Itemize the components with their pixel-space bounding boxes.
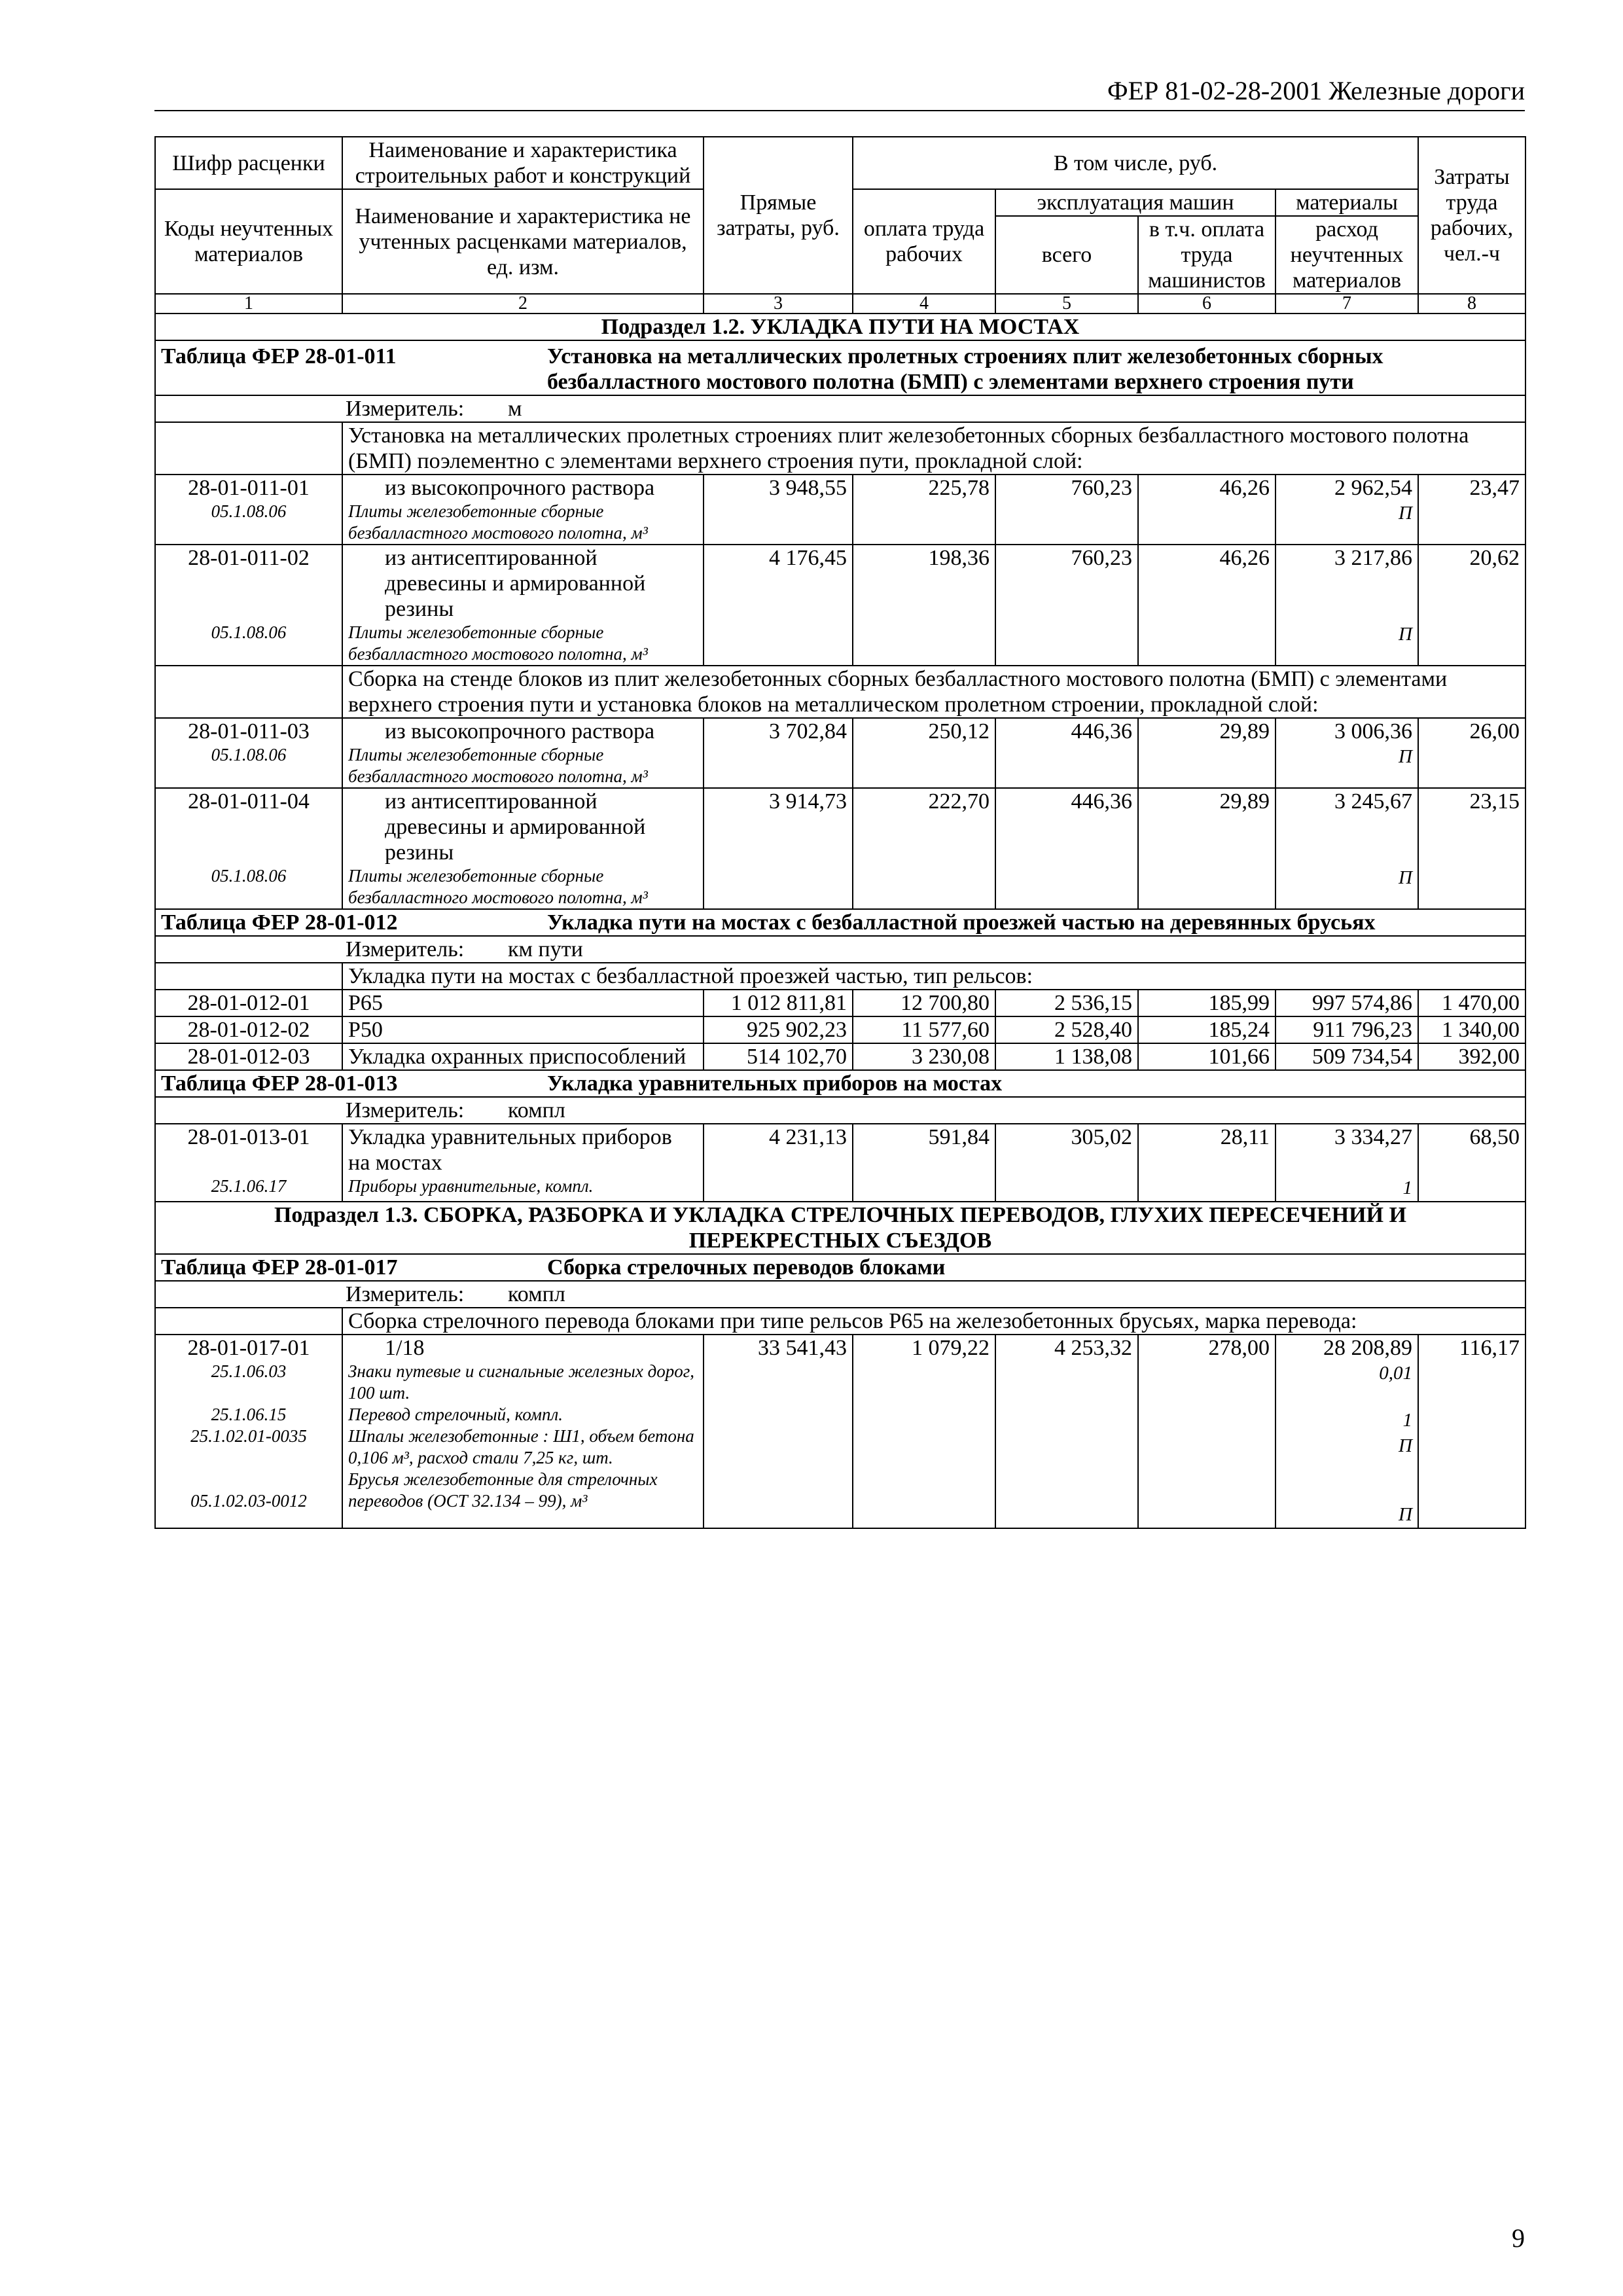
material-amount: П <box>1399 1504 1412 1525</box>
col2-top-header: Наименование и характеристика строительных работ и конструкций <box>342 137 704 189</box>
rate-code: 28-01-011-01 <box>188 476 310 500</box>
table-row <box>155 788 1525 909</box>
work-name: из высокопрочного раствора <box>385 719 655 744</box>
material-code: 05.1.08.06 <box>211 622 287 642</box>
document-title: ФЕР 81-02-28-2001 Железные дороги <box>1107 76 1525 105</box>
measure-row <box>155 1097 1525 1124</box>
subsection-row <box>155 1202 1525 1254</box>
table-row <box>155 545 1525 666</box>
description-row <box>155 666 1525 718</box>
machine-cost: 760,23 <box>995 545 1138 666</box>
col-num: 2 <box>342 294 704 314</box>
material-code: 25.1.06.15 <box>211 1405 287 1424</box>
table-row <box>155 990 1525 1016</box>
col8-header: Затраты труда рабочих, чел.-ч <box>1418 137 1525 294</box>
materials-cost: 3 334,27 <box>1334 1125 1412 1149</box>
table-heading-row <box>155 340 1525 395</box>
rate-code: 28-01-013-01 <box>187 1125 310 1149</box>
materials-cost: 911 796,23 <box>1275 1016 1418 1043</box>
col-num: 3 <box>704 294 853 314</box>
material-amount: П <box>1399 746 1412 767</box>
measure-value: м <box>508 397 522 421</box>
header-row-1 <box>155 137 1525 189</box>
description-row <box>155 963 1525 990</box>
col-num: 6 <box>1138 294 1275 314</box>
labor-hours: 68,50 <box>1418 1124 1525 1202</box>
group-description: Сборка стрелочного перевода блоками при типе рельсов Р65 на железобетонных брусьях, марка перевода: <box>342 1308 1525 1335</box>
material-amount: П <box>1399 1435 1412 1456</box>
labor-hours: 1 470,00 <box>1418 990 1525 1016</box>
work-name: из высокопрочного раствора <box>385 476 655 500</box>
table-heading-row <box>155 1254 1525 1281</box>
measure-value: компл <box>508 1098 565 1122</box>
table-name: Таблица ФЕР 28-01-017 <box>161 1255 398 1280</box>
machine-cost: 446,36 <box>995 718 1138 788</box>
material-name: Приборы уравнительные, компл. <box>348 1176 594 1196</box>
material-name: Брусья железобетонные для стрелочных переводов (ОСТ 32.134 – 99), м³ <box>348 1469 658 1511</box>
material-code: 05.1.02.03-0012 <box>190 1491 307 1511</box>
labor-hours: 23,15 <box>1418 788 1525 909</box>
operator-cost: 101,66 <box>1138 1043 1275 1070</box>
table-name: Таблица ФЕР 28-01-012 <box>161 910 398 935</box>
table-row <box>155 1335 1525 1528</box>
col2-bottom-header: Наименование и характеристика не учтенных расценками материалов, ед. изм. <box>342 189 704 294</box>
material-name: Плиты железобетонные сборные безбалластного мостового полотна, м³ <box>348 622 648 664</box>
incl-header: В том числе, руб. <box>853 137 1418 189</box>
col-num: 8 <box>1418 294 1525 314</box>
rate-code: 28-01-011-02 <box>188 546 310 570</box>
machine-cost: 2 536,15 <box>995 990 1138 1016</box>
table-title: Сборка стрелочных переводов блоками <box>547 1255 946 1280</box>
work-name: 1/18 <box>385 1336 425 1360</box>
material-code: 05.1.08.06 <box>211 501 287 521</box>
measure-value: км пути <box>508 937 583 961</box>
rate-code: 28-01-011-04 <box>188 789 310 814</box>
table-name: Таблица ФЕР 28-01-013 <box>161 1071 398 1096</box>
work-name: из антисептированной древесины и армированной резины <box>385 546 646 621</box>
machine-cost: 760,23 <box>995 475 1138 545</box>
table-title: Укладка уравнительных приборов на мостах <box>547 1071 1003 1096</box>
material-amount: П <box>1399 624 1412 645</box>
operator-cost: 278,00 <box>1138 1335 1275 1528</box>
subsection-heading: Подраздел 1.2. УКЛАДКА ПУТИ НА МОСТАХ <box>155 314 1525 340</box>
operator-cost: 46,26 <box>1138 545 1275 666</box>
col5-header: всего <box>995 216 1138 294</box>
labor-hours: 26,00 <box>1418 718 1525 788</box>
material-amount: 1 <box>1402 1410 1412 1431</box>
operator-cost: 28,11 <box>1138 1124 1275 1202</box>
labor-cost: 3 230,08 <box>853 1043 995 1070</box>
materials-cost: 28 208,89 <box>1323 1336 1412 1360</box>
labor-hours: 392,00 <box>1418 1043 1525 1070</box>
machine-cost: 2 528,40 <box>995 1016 1138 1043</box>
running-header <box>154 71 1525 111</box>
measure-label: Измеритель: <box>346 937 465 961</box>
description-row <box>155 1308 1525 1335</box>
group-description: Укладка пути на мостах с безбалластной проезжей частью, тип рельсов: <box>342 963 1525 990</box>
materials-cost: 3 217,86 <box>1334 546 1412 570</box>
material-amount: П <box>1399 503 1412 524</box>
labor-cost: 250,12 <box>853 718 995 788</box>
material-name: Плиты железобетонные сборные безбалластного мостового полотна, м³ <box>348 501 648 543</box>
subsection-row <box>155 314 1525 340</box>
group-description: Сборка на стенде блоков из плит железобетонных сборных безбалластного мостового полотна (БМП) с элементами верхнего строения пути и установка блоков на металлическом пролетном строении, прокладной слой: <box>342 666 1525 718</box>
materials-cost: 3 245,67 <box>1334 789 1412 814</box>
col7-header: расход неучтенных материалов <box>1275 216 1418 294</box>
rate-code: 28-01-012-01 <box>155 990 342 1016</box>
col-num: 5 <box>995 294 1138 314</box>
materials-cost: 2 962,54 <box>1334 476 1412 500</box>
material-name: Плиты железобетонные сборные безбалластного мостового полотна, м³ <box>348 866 648 907</box>
material-code: 25.1.02.01-0035 <box>190 1426 307 1446</box>
column-numbers-row <box>155 294 1525 314</box>
group-description: Установка на металлических пролетных строениях плит железобетонных сборных безбалластного мостового полотна (БМП) поэлементно с элементами верхнего строения пути, прокладной слой: <box>342 422 1525 475</box>
machines-header: эксплуатация машин <box>995 189 1275 216</box>
direct-cost: 3 948,55 <box>704 475 853 545</box>
work-name: Р50 <box>342 1016 704 1043</box>
material-name: Шпалы железобетонные : Ш1, объем бетона 0,106 м³, расход стали 7,25 кг, шт. <box>348 1426 694 1467</box>
direct-cost: 4 176,45 <box>704 545 853 666</box>
work-name: Укладка охранных приспособлений <box>342 1043 704 1070</box>
measure-label: Измеритель: <box>346 1098 465 1122</box>
labor-hours: 23,47 <box>1418 475 1525 545</box>
materials-cost: 3 006,36 <box>1334 719 1412 744</box>
material-code: 25.1.06.03 <box>211 1361 287 1381</box>
rate-code: 28-01-012-03 <box>155 1043 342 1070</box>
labor-hours: 20,62 <box>1418 545 1525 666</box>
materials-cost: 997 574,86 <box>1275 990 1418 1016</box>
measure-row <box>155 1281 1525 1308</box>
rate-code: 28-01-017-01 <box>187 1336 310 1360</box>
labor-cost: 225,78 <box>853 475 995 545</box>
col-num: 4 <box>853 294 995 314</box>
materials-header: материалы <box>1275 189 1418 216</box>
col4-header: оплата труда рабочих <box>853 189 995 294</box>
table-row <box>155 1016 1525 1043</box>
machine-cost: 4 253,32 <box>995 1335 1138 1528</box>
machine-cost: 305,02 <box>995 1124 1138 1202</box>
direct-cost: 3 914,73 <box>704 788 853 909</box>
direct-cost: 1 012 811,81 <box>704 990 853 1016</box>
table-row <box>155 475 1525 545</box>
material-amount: 1 <box>1402 1177 1412 1198</box>
table-row <box>155 718 1525 788</box>
col3-header: Прямые затраты, руб. <box>704 137 853 294</box>
col-num: 1 <box>155 294 342 314</box>
table-title: Укладка пути на мостах с безбалластной проезжей частью на деревянных брусьях <box>547 910 1376 935</box>
col1-bottom-header: Коды неучтенных материалов <box>155 189 342 294</box>
measure-label: Измеритель: <box>346 397 465 421</box>
work-name: Укладка уравнительных приборов на мостах <box>348 1125 672 1175</box>
labor-cost: 591,84 <box>853 1124 995 1202</box>
operator-cost: 46,26 <box>1138 475 1275 545</box>
work-name: Р65 <box>342 990 704 1016</box>
materials-cost: 509 734,54 <box>1275 1043 1418 1070</box>
labor-hours: 1 340,00 <box>1418 1016 1525 1043</box>
rate-code: 28-01-011-03 <box>188 719 310 744</box>
machine-cost: 1 138,08 <box>995 1043 1138 1070</box>
material-amount: П <box>1399 867 1412 888</box>
material-name: Знаки путевые и сигнальные железных дорог, 100 шт. <box>348 1361 695 1403</box>
machine-cost: 446,36 <box>995 788 1138 909</box>
measure-label: Измеритель: <box>346 1282 465 1306</box>
material-name: Перевод стрелочный, компл. <box>348 1405 563 1424</box>
labor-cost: 1 079,22 <box>853 1335 995 1528</box>
table-heading-row <box>155 1070 1525 1097</box>
direct-cost: 33 541,43 <box>704 1335 853 1528</box>
material-code: 05.1.08.06 <box>211 745 287 764</box>
operator-cost: 185,99 <box>1138 990 1275 1016</box>
table-row <box>155 1124 1525 1202</box>
material-code: 05.1.08.06 <box>211 866 287 886</box>
labor-cost: 12 700,80 <box>853 990 995 1016</box>
measure-row <box>155 936 1525 963</box>
table-row <box>155 1043 1525 1070</box>
col6-header: в т.ч. оплата труда машинистов <box>1138 216 1275 294</box>
direct-cost: 514 102,70 <box>704 1043 853 1070</box>
operator-cost: 29,89 <box>1138 718 1275 788</box>
labor-cost: 222,70 <box>853 788 995 909</box>
labor-cost: 198,36 <box>853 545 995 666</box>
table-heading-row <box>155 909 1525 936</box>
operator-cost: 185,24 <box>1138 1016 1275 1043</box>
material-amount: 0,01 <box>1379 1363 1412 1384</box>
col1-top-header: Шифр расценки <box>155 137 342 189</box>
direct-cost: 3 702,84 <box>704 718 853 788</box>
rate-code: 28-01-012-02 <box>155 1016 342 1043</box>
direct-cost: 925 902,23 <box>704 1016 853 1043</box>
rates-table <box>154 136 1526 1529</box>
material-code: 25.1.06.17 <box>211 1176 287 1196</box>
labor-hours: 116,17 <box>1418 1335 1525 1528</box>
material-name: Плиты железобетонные сборные безбалластного мостового полотна, м³ <box>348 745 648 786</box>
operator-cost: 29,89 <box>1138 788 1275 909</box>
description-row <box>155 422 1525 475</box>
col-num: 7 <box>1275 294 1418 314</box>
labor-cost: 11 577,60 <box>853 1016 995 1043</box>
measure-value: компл <box>508 1282 565 1306</box>
measure-row <box>155 395 1525 422</box>
table-name: Таблица ФЕР 28-01-011 <box>161 344 397 368</box>
work-name: из антисептированной древесины и армированной резины <box>385 789 646 865</box>
subsection-heading: Подраздел 1.3. СБОРКА, РАЗБОРКА И УКЛАДКА СТРЕЛОЧНЫХ ПЕРЕВОДОВ, ГЛУХИХ ПЕРЕСЕЧЕНИЙ И ПЕРЕКРЕСТНЫХ СЪЕЗДОВ <box>155 1202 1525 1254</box>
table-title: Установка на металлических пролетных строениях плит железобетонных сборных безбалластного мостового полотна (БМП) с элементами верхнего строения пути <box>547 344 1383 394</box>
direct-cost: 4 231,13 <box>704 1124 853 1202</box>
page-number: 9 <box>1512 2223 1525 2253</box>
